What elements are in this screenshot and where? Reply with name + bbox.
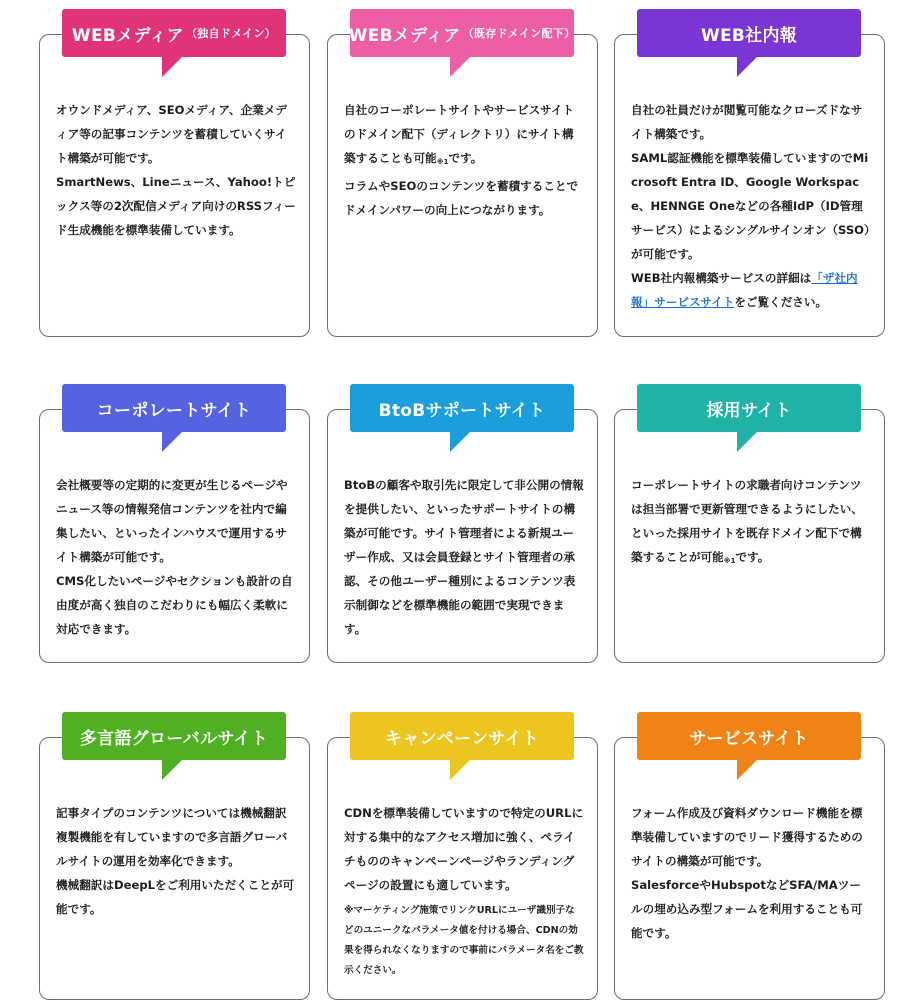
card-text: コラムやSEOのコンテンツを蓄積することでドメインパワーの向上につながります。 xyxy=(344,179,579,217)
card-body xyxy=(344,98,584,222)
card-text: SmartNews、Lineニュース、Yahoo!トピックス等の2次配信メディア向けのRSSフィード生成機能を標準装備しています。 xyxy=(56,175,296,237)
badge-tail xyxy=(162,758,184,780)
badge-tail xyxy=(162,55,184,77)
footnote-mark: ※1 xyxy=(723,557,736,565)
card-text: SAML認証機能を標準装備していますのでMicrosoft Entra ID、Google Workspace、HENNGE Oneなどの各種IdP（ID管理サービス）によるシングルサインオン（SSO）が可能です。 xyxy=(631,151,870,261)
card-text: 記事タイプのコンテンツについては機械翻訳複製機能を有していますので多言語グローバルサイトの運用を効率化できます。 xyxy=(56,806,288,868)
badge-title-small: （独自ドメイン） xyxy=(185,27,277,40)
card-text: SalesforceやHubspotなどSFA/MAツールの埋め込み型フォームを利用することも可能です。 xyxy=(631,878,863,940)
card-text: フォーム作成及び資料ダウンロード機能を標準装備していますのでリード獲得するためのサイトの構築が可能です。 xyxy=(631,806,863,868)
card-text: 会社概要等の定期的に変更が生じるページやニュース等の情報発信コンテンツを社内で編集したい、といったインハウスで運用するサイト構築が可能です。 xyxy=(56,478,288,564)
badge-web-media-own-domain xyxy=(62,9,286,57)
badge-title: 採用サイト xyxy=(706,400,792,421)
card-text: CMS化したいページやセクションも設計の自由度が高く独自のこだわりにも幅広く柔軟に対応できます。 xyxy=(56,574,293,636)
badge-tail xyxy=(737,758,759,780)
badge-title: WEBメディア xyxy=(71,25,184,46)
card-text: 自社の社員だけが閲覧可能なクローズドなサイト構築です。 xyxy=(631,103,863,141)
card-text: BtoBの顧客や取引先に限定して非公開の情報を提供したい、といったサポートサイトの構築が可能です。サイト管理者による新規ユーザー作成、又は会員登録とサイト管理者の承認、その他ユーザー種別によるコンテンツ表示制御などを標準機能の範囲で実現できます。 xyxy=(344,478,584,636)
badge-title: WEBメディア xyxy=(348,25,461,46)
badge-tail xyxy=(450,758,472,780)
the-shanaihou-service-link[interactable]: 「ザ社内報」サービスサイト xyxy=(631,271,858,309)
badge-tail xyxy=(450,55,472,77)
badge-title: サービスサイト xyxy=(689,728,809,749)
footnote-mark: ※1 xyxy=(436,158,449,166)
card-text: 自社のコーポレートサイトやサービスサイトのドメイン配下（ディレクトリ）にサイト構築することも可能$_{※1}$です。 xyxy=(344,103,575,166)
card-body xyxy=(56,801,296,921)
badge-title: BtoBサポートサイト xyxy=(378,400,546,421)
badge-title: コーポレートサイト xyxy=(96,400,252,421)
badge-title: 多言語グローバルサイト xyxy=(79,728,269,749)
card-text: 機械翻訳はDeepLをご利用いただくことが可能です。 xyxy=(56,878,295,916)
badge-web-media-existing-domain xyxy=(350,9,574,57)
badge-title: キャンペーンサイト xyxy=(384,728,540,749)
card-body xyxy=(344,473,584,641)
card-body xyxy=(344,801,584,981)
badge-tail xyxy=(450,430,472,452)
card-body xyxy=(631,473,871,573)
badge-title: WEB社内報 xyxy=(700,25,798,46)
card-body xyxy=(56,473,296,641)
card-note: ※マーケティング施策でリンクURLにユーザ識別子などのユニークなパラメータ値を付ける場合、CDNの効果を得られなくなりますので事前にパラメータ名をご教示ください。 xyxy=(344,905,584,976)
card-body xyxy=(56,98,296,242)
badge-tail xyxy=(737,430,759,452)
card-body xyxy=(631,801,871,945)
badge-title-small: （既存ドメイン配下） xyxy=(462,27,576,40)
badge-tail xyxy=(162,430,184,452)
badge-corporate-site xyxy=(62,384,286,432)
card-text: CDNを標準装備していますので特定のURLに対する集中的なアクセス増加に強く、ペライチもののキャンペーンページやランディングページの設置にも適しています。 xyxy=(344,806,584,892)
badge-btob-support-site xyxy=(350,384,574,432)
badge-campaign-site xyxy=(350,712,574,760)
badge-tail xyxy=(737,55,759,77)
card-body xyxy=(631,98,871,314)
card-text: オウンドメディア、SEOメディア、企業メディア等の記事コンテンツを蓄積していくサイト構築が可能です。 xyxy=(56,103,287,165)
badge-service-site xyxy=(637,712,861,760)
card-text: コーポレートサイトの求職者向けコンテンツは担当部署で更新管理できるようにしたい、といった採用サイトを既存ドメイン配下で構築することが可能$_{※1}$です。 xyxy=(631,478,863,565)
badge-web-internal-newsletter xyxy=(637,9,861,57)
badge-multilingual-global-site xyxy=(62,712,286,760)
badge-recruit-site xyxy=(637,384,861,432)
card-text: WEB社内報構築サービスの詳細は「ザ社内報」サービスサイトをご覧ください。 xyxy=(631,271,858,309)
